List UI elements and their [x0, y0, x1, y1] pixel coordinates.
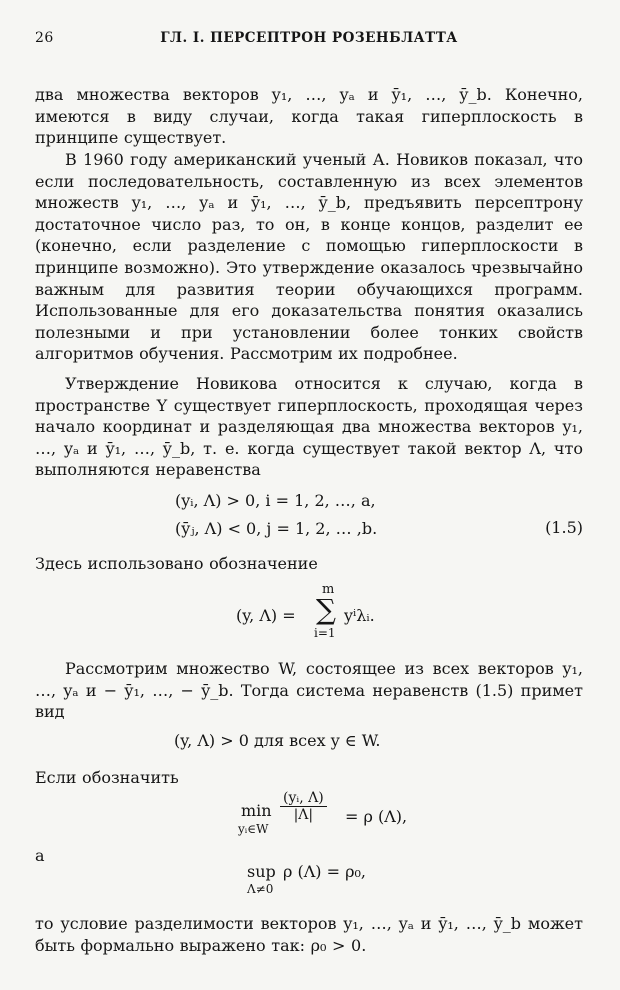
- definition-lhs: (y, Λ) =: [236, 606, 296, 625]
- sum-upper-limit: m: [322, 582, 335, 597]
- rho-fraction: [280, 790, 327, 823]
- inequality-w: (y, Λ) > 0 для всех y ∈ W.: [174, 731, 381, 750]
- min-subscript: yᵢ∈W: [238, 822, 269, 836]
- sum-term: yⁱλᵢ.: [344, 606, 375, 625]
- paragraph-novikov-theorem: В 1960 году американский ученый А. Новиков показал, что если последовательность, составленную из всех элементов множеств y₁, …, yₐ и ȳ₁, …, ȳ_b, предъявить персептрону достаточное число раз, то он, в конце концов, разделит ее (конечно, если разделение с помощью гиперплоскости в принципе возможно). Это утверждение оказалось чрезвычайно важным для развития теории обучающихся программ. Использованные для его доказательства понятия оказались полезными и при установлении более тонких свойств алгоритмов обучения. Рассмотрим их подробнее.: [35, 150, 583, 364]
- page-number: 26: [35, 30, 54, 46]
- sup-rhs: ρ (Λ) = ρ₀,: [283, 862, 367, 881]
- inequality-1-5-line2: (ȳⱼ, Λ) < 0, j = 1, 2, … ,b.: [175, 519, 378, 538]
- paragraph-separability-condition: то условие разделимости векторов y₁, …, yₐ и ȳ₁, …, ȳ_b может быть формально выражено так: ρ₀ > 0.: [35, 914, 583, 955]
- paragraph-set-w: Рассмотрим множество W, состоящее из всех векторов y₁, …, yₐ и − ȳ₁, …, − ȳ_b. Тогда система неравенств (1.5) примет вид: [35, 659, 583, 722]
- conjunction-a: а: [35, 846, 45, 865]
- paragraph-if-denote: Если обозначить: [35, 768, 179, 787]
- paragraph-novikov-statement: Утверждение Новикова относится к случаю, когда в пространстве Y существует гиперплоскость, проходящая через начало координат и разделяющая два множества векторов y₁, …, yₐ и ȳ₁, …, ȳ_b, т. е. когда существует такой вектор Λ, что выполняются неравенства: [35, 374, 583, 480]
- sum-sign: ∑: [316, 593, 336, 626]
- running-header: [35, 30, 583, 54]
- equation-number: (1.5): [545, 518, 583, 537]
- notation-intro: Здесь использовано обозначение: [35, 554, 318, 573]
- sum-lower-limit: i=1: [314, 626, 336, 640]
- fraction-denominator: |Λ|: [293, 807, 314, 823]
- paragraph-continued: два множества векторов y₁, …, yₐ и ȳ₁, …, ȳ_b. Конечно, имеются в виду случаи, когда такая гиперплоскость в принципе существует.: [35, 85, 583, 148]
- min-operator: min: [241, 801, 272, 820]
- fraction-numerator: (yᵢ, Λ): [280, 790, 327, 807]
- rho-rhs: = ρ (Λ),: [345, 807, 408, 826]
- inequality-1-5-line1: (yᵢ, Λ) > 0, i = 1, 2, …, a,: [175, 491, 376, 510]
- chapter-title: ГЛ. I. ПЕРСЕПТРОН РОЗЕНБЛАТТА: [160, 30, 458, 46]
- sup-subscript: Λ≠0: [247, 882, 274, 896]
- sup-operator: sup: [247, 862, 276, 881]
